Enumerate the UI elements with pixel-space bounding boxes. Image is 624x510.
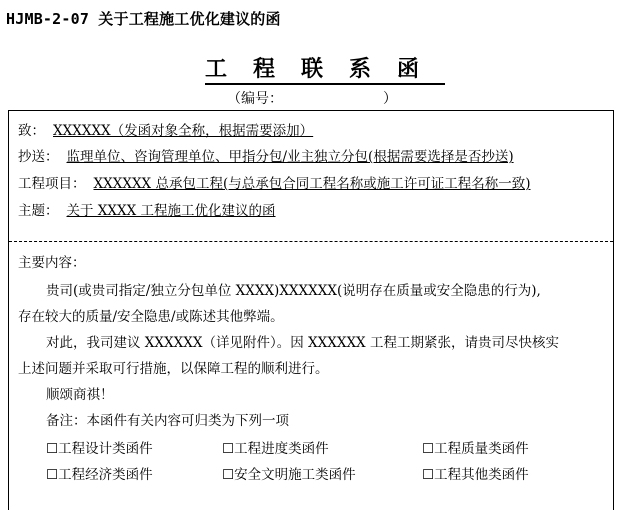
paragraph-2-line-1: 对此，我司建议 XXXXXX（详见附件）。因 XXXXXX 工程工期紧张，请贵司尽快核实 (46, 335, 559, 351)
paragraph-1-line-1: 贵司(或贵司指定/独立分包单位 XXXX)XXXXXX(说明存在质量或安全隐患的行为), (46, 283, 541, 299)
field-project-label: 工程项目： (18, 176, 86, 192)
field-subject-label: 主题： (18, 203, 59, 219)
field-cc-label: 抄送： (18, 149, 59, 165)
category-checkbox-schedule[interactable]: ☐工程进度类函件 (222, 441, 329, 457)
field-subject (18, 199, 276, 219)
letter-form (8, 110, 614, 510)
category-checkbox-design[interactable]: ☐工程设计类函件 (46, 441, 153, 457)
field-to-label: 致： (18, 123, 45, 139)
category-checkbox-other[interactable]: ☐工程其他类函件 (422, 467, 529, 483)
category-checkbox-safety[interactable]: ☐安全文明施工类函件 (222, 467, 356, 483)
category-checkbox-quality[interactable]: ☐工程质量类函件 (422, 441, 529, 457)
letter-header-fields (9, 111, 613, 242)
paragraph-1-line-2: 存在较大的质量/安全隐患/或陈述其他弊端。 (18, 309, 284, 325)
document-title (0, 52, 624, 83)
field-to-value: XXXXXX（发函对象全称，根据需要添加） (53, 123, 314, 139)
document-number-label: （编号： (227, 91, 283, 107)
field-project-value: XXXXXX 总承包工程(与总承包合同工程名称或施工许可证工程名称一致) (93, 176, 531, 192)
note-line: 备注：本函件有关内容可归类为下列一项 (46, 413, 289, 429)
document-code-title: HJMB-2-07 关于工程施工优化建议的函 (6, 10, 281, 28)
closing-line: 顺颂商祺！ (46, 387, 114, 403)
paragraph-2-line-2: 上述问题并采取可行措施，以保障工程的顺利进行。 (18, 361, 329, 377)
document-number (0, 88, 624, 108)
document-number-close: ） (383, 91, 397, 107)
content-heading: 主要内容： (18, 255, 86, 271)
field-project (18, 172, 531, 192)
field-subject-value: 关于 XXXX 工程施工优化建议的函 (66, 203, 276, 219)
field-cc-value: 监理单位、咨询管理单位、甲指分包/业主独立分包(根据需要选择是否抄送) (66, 149, 514, 165)
field-to (18, 119, 313, 139)
document-title-text: 工程联系函 (205, 56, 445, 85)
field-cc (18, 145, 514, 165)
category-checkbox-economic[interactable]: ☐工程经济类函件 (46, 467, 153, 483)
